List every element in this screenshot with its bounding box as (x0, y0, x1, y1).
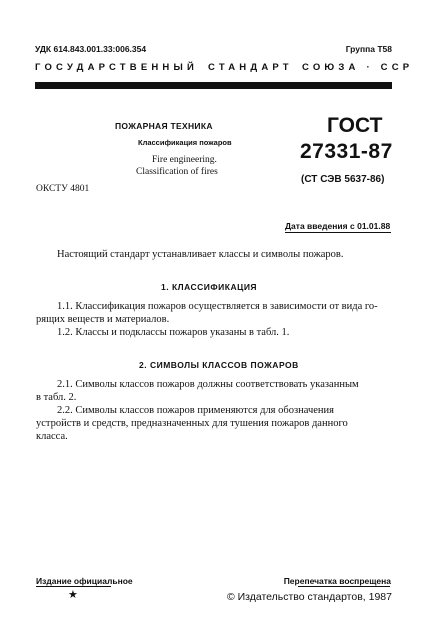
effective-date-value: с 01.01.88 (350, 221, 391, 231)
header-standard-word: СТАНДАРТ (208, 62, 293, 73)
effective-date-label: Дата введения (285, 221, 348, 231)
header-state-word: ГОСУДАРСТВЕННЫЙ (35, 62, 199, 73)
copyright-notice: © Издательство стандартов, 1987 (226, 591, 392, 603)
header-union-word: СОЮЗА · ССР (302, 62, 414, 73)
paragraph-2-1-line-2: в табл. 2. (36, 392, 77, 403)
paragraph-2-2-line-2: устройств и средств, предназначенных для тушения пожаров данного (36, 418, 348, 429)
subtitle-russian: Классификация пожаров (138, 138, 232, 147)
paragraph-2-2-line-1: 2.2. Символы классов пожаров применяются для обозначения (57, 405, 334, 416)
effective-date-underline (285, 232, 391, 233)
okstu-code: ОКСТУ 4801 (36, 184, 90, 194)
star-icon: ★ (68, 589, 78, 601)
udk-code: УДК 614.843.001.33:006.354 (35, 44, 147, 54)
gost-number: 27331-87 (300, 140, 393, 163)
paragraph-2-1-line-1: 2.1. Символы классов пожаров должны соответствовать указанным (57, 379, 359, 390)
official-edition-label: Издание официальное (36, 576, 133, 586)
paragraph-1-1-line-2: рящих веществ и материалов. (36, 314, 170, 325)
group-code: Группа Т58 (345, 44, 392, 54)
title-english-line-1: Fire engineering. (152, 155, 217, 165)
title-russian: ПОЖАРНАЯ ТЕХНИКА (115, 121, 213, 131)
gost-label: ГОСТ (327, 114, 383, 137)
header-rule (35, 82, 392, 89)
intro-paragraph: Настоящий стандарт устанавливает классы и символы пожаров. (57, 249, 344, 260)
title-english-line-2: Classification of fires (136, 167, 218, 177)
st-sev-reference: (СТ СЭВ 5637-86) (301, 174, 385, 185)
paragraph-1-1-line-1: 1.1. Классификация пожаров осуществляется в зависимости от вида го- (57, 301, 378, 312)
reprint-prohibited-label: Перепечатка воспрещена (283, 576, 391, 586)
official-edition-underline (36, 586, 111, 587)
section-2-heading: 2. СИМВОЛЫ КЛАССОВ ПОЖАРОВ (139, 360, 299, 370)
section-1-heading: 1. КЛАССИФИКАЦИЯ (161, 282, 258, 292)
reprint-underline (298, 586, 390, 587)
paragraph-1-2: 1.2. Классы и подклассы пожаров указаны в табл. 1. (57, 327, 290, 338)
paragraph-2-2-line-3: класса. (36, 431, 68, 442)
